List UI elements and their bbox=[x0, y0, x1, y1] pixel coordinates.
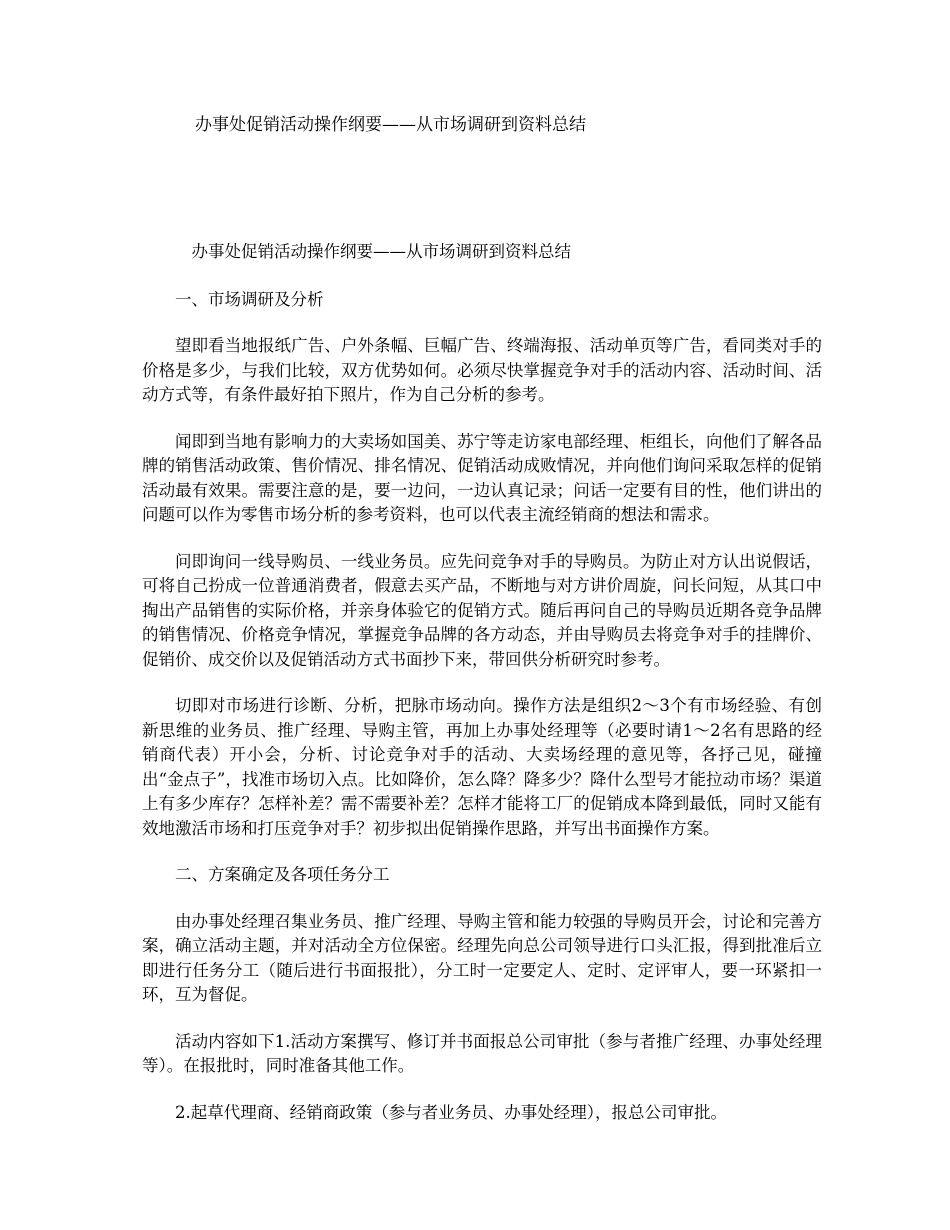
paragraph-ask: 问即询问一线导购员、一线业务员。应先问竞争对手的导购员。为防止对方认出说假话，可将自己扮成一位普通消费者，假意去买产品，不断地与对方讲价周旋，问长问短，从其口中掏出产品销售的实际价格，并亲身体验它的促销方式。随后再问自己的导购员近期各竞争品牌的销售情况、价格竞争情况，掌握竞争品牌的各方动态，并由导购员去将竞争对手的挂牌价、促销价、成交价以及促销活动方式书面抄下来，带回供分析研究时参考。 bbox=[142, 551, 822, 669]
paragraph-look: 望即看当地报纸广告、户外条幅、巨幅广告、终端海报、活动单页等广告，看同类对手的价格是多少，与我们比较，双方优势如何。必须尽快掌握竞争对手的活动内容、活动时间、活动方式等，有条件最好拍下照片，作为自己分析的参考。 bbox=[142, 336, 822, 404]
document-body bbox=[142, 240, 822, 1147]
paragraph-dealer-policy: 2.起草代理商、经销商政策（参与者业务员、办事处经理），报总公司审批。 bbox=[175, 1102, 727, 1122]
paragraph-diagnose: 切即对市场进行诊断、分析，把脉市场动向。操作方法是组织2～3个有市场经验、有创新思维的业务员、推广经理、导购主管，再加上办事处经理等（必要时请1～2名有思路的经销商代表）开小会，分析、讨论竞争对手的活动、大卖场经理的意见等，各抒己见，碰撞出“金点子”，找准市场切入点。比如降价，怎么降？降多少？降什么型号才能拉动市场？渠道上有多少库存？怎样补差？需不需要补差？怎样才能将工厂的促销成本降到最低，同时又能有效地激活市场和打压竞争对手？初步拟出促销操作思路，并写出书面操作方案。 bbox=[142, 696, 822, 838]
document-title: 办事处促销活动操作纲要——从市场调研到资料总结 bbox=[191, 242, 571, 261]
page-header-title: 办事处促销活动操作纲要——从市场调研到资料总结 bbox=[195, 115, 586, 135]
section-heading-market-research: 一、市场调研及分析 bbox=[175, 289, 324, 309]
paragraph-activity-content: 活动内容如下1.活动方案撰写、修订并书面报总公司审批（参与者推广经理、办事处经理等）。在报批时，同时准备其他工作。 bbox=[142, 1031, 822, 1075]
paragraph-meeting: 由办事处经理召集业务员、推广经理、导购主管和能力较强的导购员开会，讨论和完善方案，确立活动主题，并对活动全方位保密。经理先向总公司领导进行口头汇报，得到批准后立即进行任务分工（随后进行书面报批），分工时一定要定人、定时、定评审人，要一环紧扣一环，互为督促。 bbox=[142, 911, 822, 1004]
paragraph-listen: 闻即到当地有影响力的大卖场如国美、苏宁等走访家电部经理、柜组长，向他们了解各品牌的销售活动政策、售价情况、排名情况、促销活动成败情况，并向他们询问采取怎样的促销活动最有效果。需要注意的是，要一边问，一边认真记录；问话一定要有目的性，他们讲出的问题可以作为零售市场分析的参考资料，也可以代表主流经销商的想法和需求。 bbox=[142, 431, 822, 524]
section-heading-plan-tasks: 二、方案确定及各项任务分工 bbox=[175, 865, 390, 884]
